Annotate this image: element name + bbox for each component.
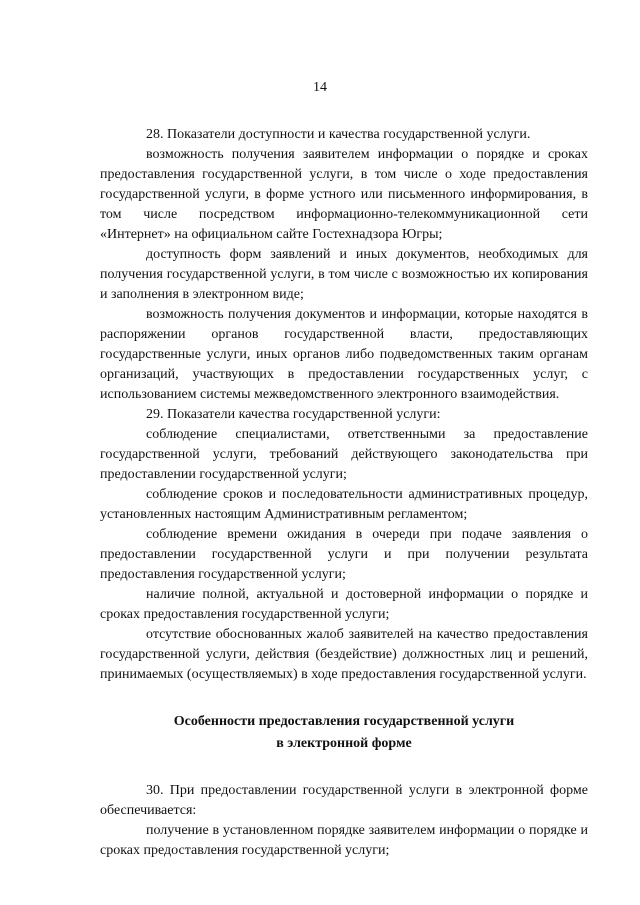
section-heading <box>100 711 588 755</box>
paragraph: соблюдение времени ожидания в очереди при подаче заявления о предоставлении государственной услуги и при получении результата предоставления государственной услуги; <box>100 527 588 582</box>
page-number: 14 <box>313 80 327 95</box>
paragraph: возможность получения заявителем информации о порядке и сроках предоставления государственной услуги, в том числе о ходе предоставления государственной услуги, в форме устного или письменного информирования, в том числе посредством информационно-телекоммуникационной сети «Интернет» на официальном сайте Гостехнадзора Югры; <box>100 147 588 242</box>
paragraph: наличие полной, актуальной и достоверной информации о порядке и сроках предоставления государственной услуги; <box>100 587 588 622</box>
paragraph-30-title: 30. При предоставлении государственной услуги в электронной форме обеспечивается: <box>100 783 588 818</box>
paragraph-29-title: 29. Показатели качества государственной услуги: <box>146 407 441 422</box>
section-heading-line: Особенности предоставления государственной услуги <box>173 714 515 729</box>
cut-off-paragraph <box>100 821 588 859</box>
section-heading-line: в электронной форме <box>276 736 412 751</box>
paragraph: соблюдение специалистами, ответственными за предоставление государственной услуги, требований действующего законодательства при предоставлении государственной услуги; <box>100 427 588 482</box>
paragraph-28-title: 28. Показатели доступности и качества государственной услуги. <box>146 127 531 142</box>
paragraph: соблюдение сроков и последовательности административных процедур, установленных настоящим Административным регламентом; <box>100 487 588 522</box>
paragraph: получение в установленном порядке заявителем информации о порядке и сроках предоставления государственной услуги; <box>100 823 588 858</box>
paragraph: возможность получения документов и информации, которые находятся в распоряжении органов государственной власти, предоставляющих государственные услуги, иных органов либо подведомственных таким органам организаций, участвующих в предоставлении государственных услуг, с использованием системы межведомственного электронного взаимодействия. <box>100 307 588 402</box>
paragraph: отсутствие обоснованных жалоб заявителей на качество предоставления государственной услуги, действия (бездействие) должностных лиц и решений, принимаемых (осуществляемых) в ходе предоставления государственной услуги. <box>100 627 588 682</box>
paragraph: доступность форм заявлений и иных документов, необходимых для получения государственной услуги, в том числе с возможностью их копирования и заполнения в электронном виде; <box>100 247 588 302</box>
page-body <box>100 125 588 859</box>
